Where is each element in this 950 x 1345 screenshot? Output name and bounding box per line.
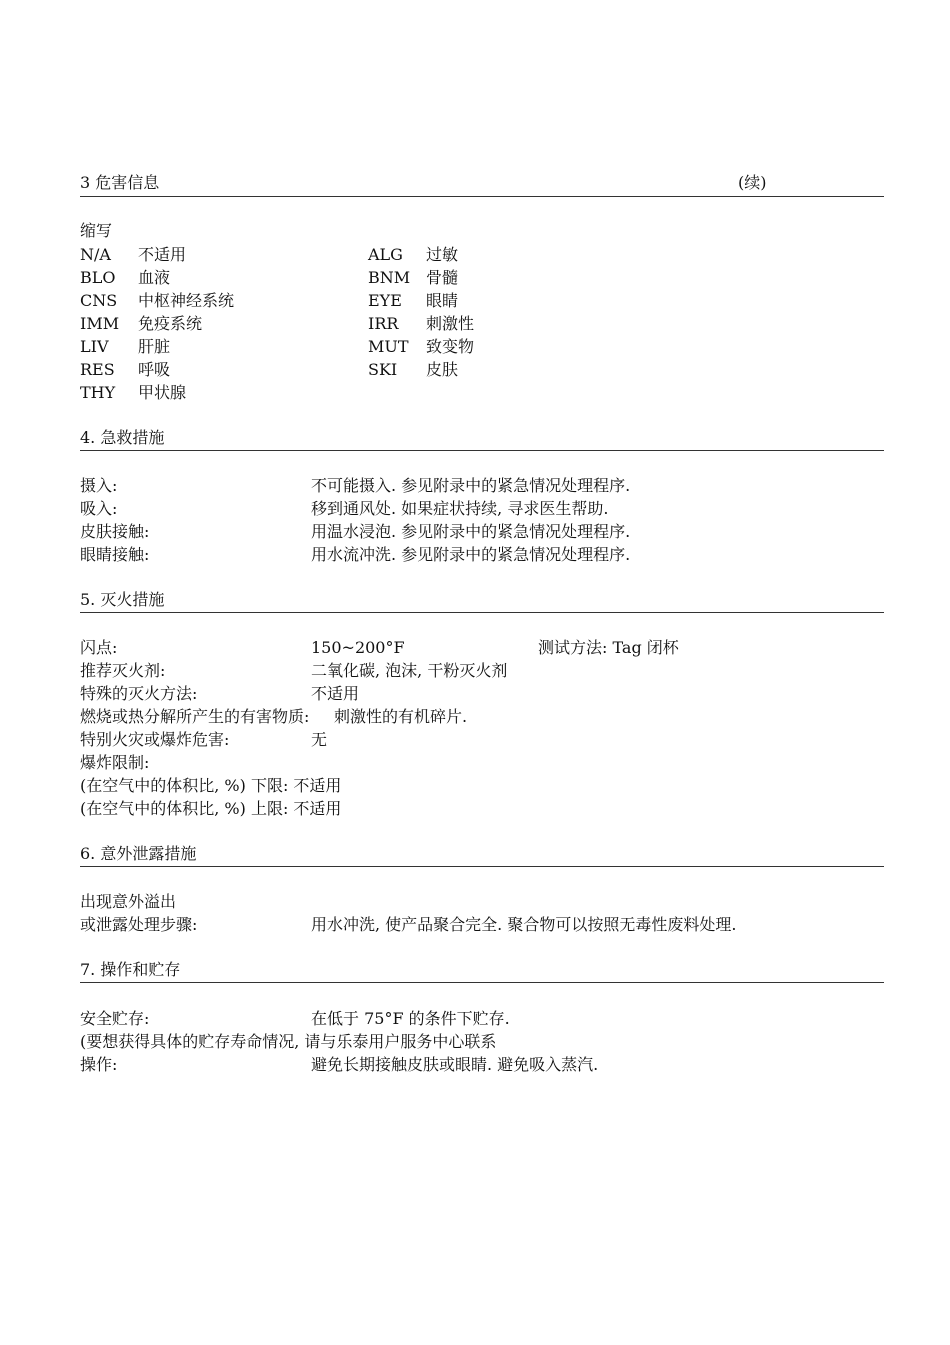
first-aid-label: 吸入: xyxy=(80,499,118,518)
section3-rule xyxy=(80,196,884,197)
abbr-meaning: 血液 xyxy=(138,268,171,287)
first-aid-value: 用水流冲洗. 参见附录中的紧急情况处理程序. xyxy=(311,545,631,564)
abbr-heading: 缩写 xyxy=(80,221,113,240)
handling-label: 操作: xyxy=(80,1055,118,1074)
first-aid-label: 皮肤接触: xyxy=(80,522,150,541)
abbr-meaning: 刺激性 xyxy=(426,314,475,333)
abbr-code: BNM xyxy=(368,268,411,287)
extinguishing-agent-label: 推荐灭火剂: xyxy=(80,661,166,680)
abbr-code: IRR xyxy=(368,314,399,333)
abbr-code: SKI xyxy=(368,360,398,379)
abbr-code: N/A xyxy=(80,245,111,264)
first-aid-label: 眼睛接触: xyxy=(80,545,150,564)
test-method: 测试方法: Tag 闭杯 xyxy=(538,638,679,657)
section5-rule xyxy=(80,612,884,613)
section4-rule xyxy=(80,450,884,451)
abbr-code: MUT xyxy=(368,337,409,356)
continued-label: (续) xyxy=(738,173,767,192)
abbr-code: ALG xyxy=(368,245,403,264)
storage-label: 安全贮存: xyxy=(80,1009,150,1028)
first-aid-label: 摄入: xyxy=(80,476,118,495)
decomposition-label: 燃烧或热分解所产生的有害物质: xyxy=(80,707,310,726)
abbr-meaning: 骨髓 xyxy=(426,268,459,287)
abbr-meaning: 肝脏 xyxy=(138,337,171,356)
spill-procedure-value: 用水冲洗, 使产品聚合完全. 聚合物可以按照无毒性废料处理. xyxy=(311,915,737,934)
abbr-meaning: 致变物 xyxy=(426,337,475,356)
extinguishing-agent-value: 二氧化碳, 泡沫, 干粉灭火剂 xyxy=(311,661,508,680)
abbr-code: THY xyxy=(80,383,116,402)
abbr-code: RES xyxy=(80,360,115,379)
abbr-code: IMM xyxy=(80,314,120,333)
abbr-code: CNS xyxy=(80,291,118,310)
abbr-code: LIV xyxy=(80,337,109,356)
special-method-value: 不适用 xyxy=(311,684,360,703)
abbr-meaning: 不适用 xyxy=(138,245,187,264)
flash-point-label: 闪点: xyxy=(80,638,118,657)
abbr-meaning: 过敏 xyxy=(426,245,459,264)
section5-title: 5. 灭火措施 xyxy=(80,590,165,609)
upper-limit: (在空气中的体积比, %) 上限: 不适用 xyxy=(80,799,342,818)
storage-value: 在低于 75°F 的条件下贮存. xyxy=(311,1009,510,1028)
abbr-meaning: 中枢神经系统 xyxy=(138,291,235,310)
lower-limit: (在空气中的体积比, %) 下限: 不适用 xyxy=(80,776,342,795)
abbr-meaning: 皮肤 xyxy=(426,360,459,379)
abbr-meaning: 甲状腺 xyxy=(138,383,187,402)
first-aid-value: 用温水浸泡. 参见附录中的紧急情况处理程序. xyxy=(311,522,631,541)
spill-label-line1: 出现意外溢出 xyxy=(80,892,177,911)
special-method-label: 特殊的灭火方法: xyxy=(80,684,198,703)
section3-title: 3 危害信息 xyxy=(80,173,160,192)
section6-title: 6. 意外泄露措施 xyxy=(80,844,197,863)
abbr-meaning: 呼吸 xyxy=(138,360,171,379)
section6-rule xyxy=(80,866,884,867)
decomposition-value: 刺激性的有机碎片. xyxy=(334,707,468,726)
explosion-limits-label: 爆炸限制: xyxy=(80,753,150,772)
abbr-code: BLO xyxy=(80,268,116,287)
abbr-code: EYE xyxy=(368,291,402,310)
storage-note: (要想获得具体的贮存寿命情况, 请与乐泰用户服务中心联系 xyxy=(80,1032,497,1051)
section7-title: 7. 操作和贮存 xyxy=(80,960,181,979)
section7-rule xyxy=(80,982,884,983)
first-aid-value: 不可能摄入. 参见附录中的紧急情况处理程序. xyxy=(311,476,631,495)
abbr-meaning: 免疫系统 xyxy=(138,314,203,333)
spill-label-line2: 或泄露处理步骤: xyxy=(80,915,198,934)
section4-title: 4. 急救措施 xyxy=(80,428,165,447)
fire-hazard-label: 特别火灾或爆炸危害: xyxy=(80,730,230,749)
abbr-meaning: 眼睛 xyxy=(426,291,459,310)
first-aid-value: 移到通风处. 如果症状持续, 寻求医生帮助. xyxy=(311,499,609,518)
handling-value: 避免长期接触皮肤或眼睛. 避免吸入蒸汽. xyxy=(311,1055,599,1074)
fire-hazard-value: 无 xyxy=(311,730,328,749)
flash-point-value: 150~200°F xyxy=(311,638,405,657)
